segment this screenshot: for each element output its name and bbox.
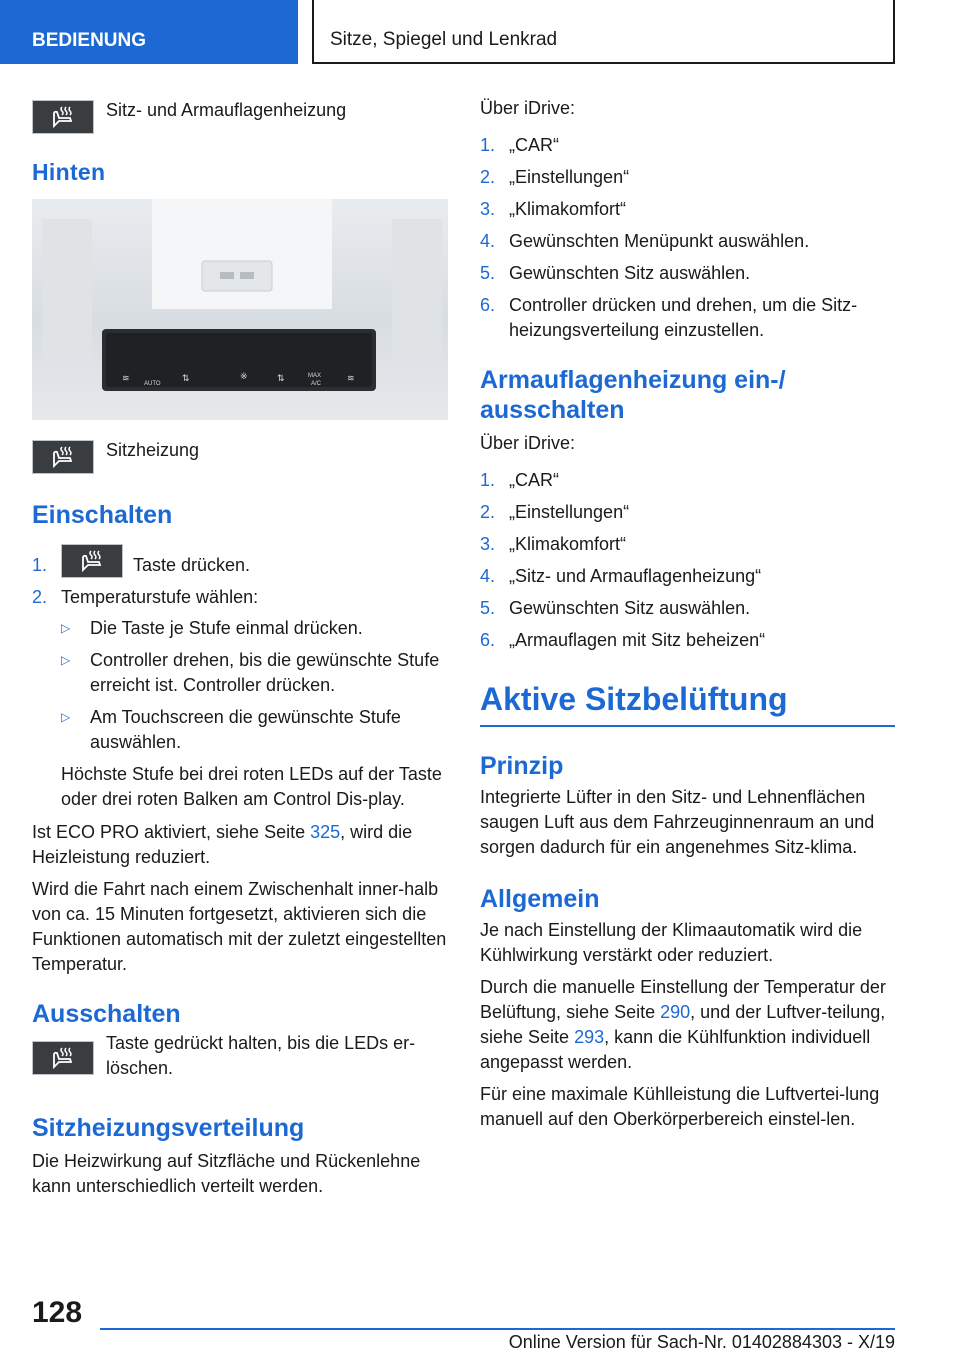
triangle-bullet-icon: ▷ [61, 710, 71, 724]
eco-pro-paragraph: Ist ECO PRO aktiviert, siehe Seite 325, wird die Heizleistung reduziert. [32, 822, 413, 867]
seat-heating-icon [32, 100, 94, 134]
page-number: 128 [32, 1296, 83, 1329]
online-version-note: Online Version für Sach-Nr. 01402884303 - X/19 [508, 1332, 895, 1352]
list-item: 2. „Einstellungen“ [480, 167, 630, 187]
list-item: 6. Controller drücken und drehen, um die Sitz-heizungsverteilung einzustellen. [480, 295, 858, 340]
rear-climate-panel-photo [32, 199, 448, 420]
photo-label-max: MAX [308, 373, 322, 379]
verteilung-steps [480, 133, 895, 343]
list-item: 1. „CAR“ [480, 470, 559, 490]
page-link[interactable]: 325 [310, 822, 341, 842]
step-text: Taste drücken. [133, 555, 251, 575]
svg-text:≋: ≋ [122, 374, 130, 384]
icon-label-seat-heating: Sitzheizung [106, 440, 200, 460]
idrive-label: Über iDrive: [480, 98, 576, 118]
svg-text:⇅: ⇅ [182, 374, 190, 384]
list-item [32, 585, 448, 812]
heading-sitzheizungsverteilung: Sitzheizungsverteilung [32, 1114, 305, 1142]
triangle-bullet-icon: ▷ [61, 653, 71, 667]
seat-heating-icon [32, 440, 94, 474]
list-item: 2. „Einstellungen“ [480, 502, 630, 522]
list-item: ▷ Controller drehen, bis die gewünschte Stufe erreicht ist. Controller drücken. [61, 648, 448, 698]
heading-hinten: Hinten [32, 159, 106, 185]
icon-label-seat-arm-heating: Sitz- und Armauflagenheizung [106, 100, 347, 120]
svg-text:≋: ≋ [347, 374, 355, 384]
list-item: 1. „CAR“ [480, 135, 559, 155]
svg-text:⇅: ⇅ [277, 374, 285, 384]
prinzip-paragraph: Integrierte Lüfter in den Sitz- und Lehnenflächen saugen Luft aus dem Fahrzeuginnenraum an und sorgen dadurch für ein angenehmes Sitz-klima. [480, 787, 875, 857]
heading-aktive-sitzbelueftung: Aktive Sitzbelüftung [480, 679, 895, 727]
triangle-bullet-icon: ▷ [61, 621, 71, 635]
list-item: 4. Gewünschten Menüpunkt auswählen. [480, 231, 810, 251]
idrive-label: Über iDrive: [480, 433, 576, 453]
step-number: 2. [32, 587, 48, 607]
step-text: Temperaturstufe wählen: [61, 587, 259, 607]
page-link[interactable]: 290 [660, 1002, 691, 1022]
list-item: 6. „Armauflagen mit Sitz beheizen“ [480, 630, 766, 650]
resume-paragraph: Wird die Fahrt nach einem Zwischenhalt inner-halb von ca. 15 Minuten fortgesetzt, aktivieren sich die Funktionen automatisch mit der zuletzt eingestellten Temperatur. [32, 879, 447, 974]
bullet-list [61, 616, 448, 755]
chapter-title: Sitze, Spiegel und Lenkrad [312, 0, 895, 64]
verteilung-paragraph: Die Heizwirkung auf Sitzfläche und Rückenlehne kann unterschiedlich verteilt werden. [32, 1151, 421, 1196]
list-item: 5. Gewünschten Sitz auswählen. [480, 263, 751, 283]
photo-label-ac: A/C [311, 381, 322, 387]
list-item: ▷ Die Taste je Stufe einmal drücken. [61, 616, 448, 641]
svg-text:※: ※ [240, 372, 248, 382]
page-link[interactable]: 293 [574, 1027, 605, 1047]
manual-paragraph: Durch die manuelle Einstellung der Temperatur der Belüftung, siehe Seite 290, und der Luftver-teilung, siehe Seite 293, kann die Kühlfunktion individuell angepasst werden. [480, 977, 886, 1072]
heading-ausschalten: Ausschalten [32, 1000, 181, 1028]
armauflage-steps [480, 468, 895, 653]
list-item: 5. Gewünschten Sitz auswählen. [480, 598, 751, 618]
list-item: ▷ Am Touchscreen die gewünschte Stufe auswählen. [61, 705, 448, 755]
heading-prinzip: Prinzip [480, 752, 564, 780]
heading-allgemein: Allgemein [480, 885, 600, 913]
allgemein-paragraph: Je nach Einstellung der Klimaautomatik wird die Kühlwirkung verstärkt oder reduziert. [480, 920, 863, 965]
seat-heating-icon [32, 1041, 94, 1075]
left-column [32, 96, 448, 1206]
step-number: 1. [32, 555, 48, 575]
list-item: 4. „Sitz- und Armauflagenheizung“ [480, 566, 762, 586]
einschalten-steps [32, 544, 448, 812]
seat-heating-icon [61, 544, 123, 578]
right-column [480, 96, 895, 1139]
photo-label-auto: AUTO [144, 381, 161, 387]
list-item: 3. „Klimakomfort“ [480, 199, 627, 219]
ausschalten-text: Taste gedrückt halten, bis die LEDs er-löschen. [106, 1033, 416, 1078]
heading-armauflagenheizung: Armauflagenheizung ein-/ ausschalten [480, 366, 786, 424]
section-tab: BEDIENUNG [0, 0, 298, 64]
list-item: 3. „Klimakomfort“ [480, 534, 627, 554]
max-cooling-paragraph: Für eine maximale Kühlleistung die Luftvertei-lung manuell auf den Oberkörperbereich einstel-len. [480, 1084, 880, 1129]
list-item [32, 544, 448, 578]
heading-einschalten: Einschalten [32, 501, 173, 529]
footer-divider [100, 1328, 895, 1330]
step-note: Höchste Stufe bei drei roten LEDs auf der Taste oder drei roten Balken am Control Dis-play. [61, 764, 442, 809]
